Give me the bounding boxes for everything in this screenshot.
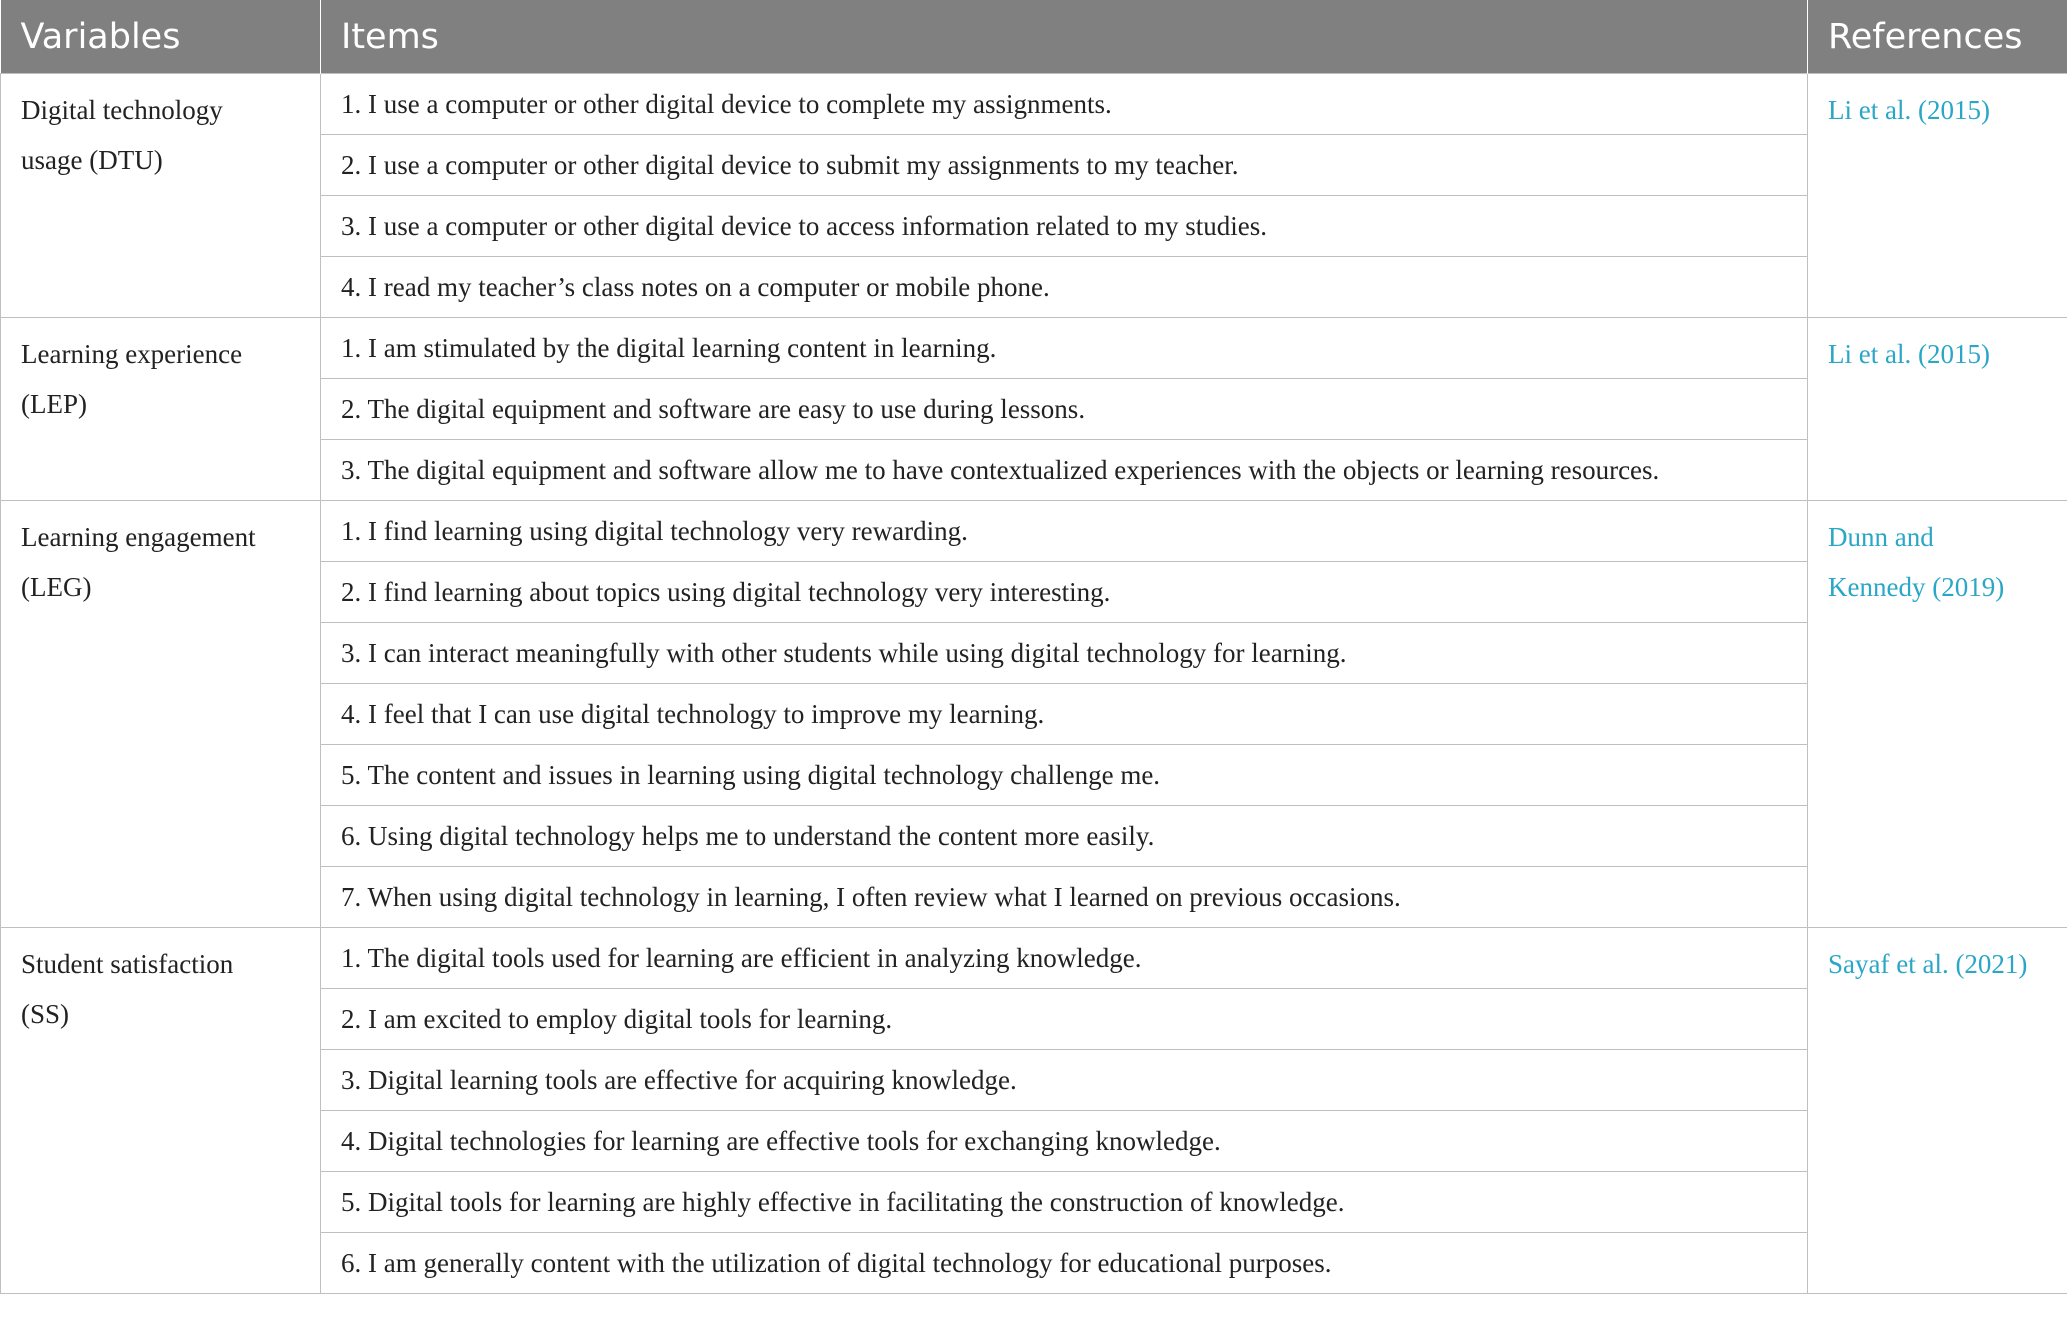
item-cell: 2. I use a computer or other digital device to submit my assignments to my teacher.: [321, 135, 1808, 196]
variable-cell: [1, 74, 321, 318]
table-row: [1, 928, 2067, 989]
reference-line1: Li et al. (2015): [1828, 339, 1990, 369]
variable-cell: [1, 501, 321, 928]
header-row: [1, 0, 2067, 74]
item-cell: 1. The digital tools used for learning are efficient in analyzing knowledge.: [321, 928, 1808, 989]
item-cell: 4. I feel that I can use digital technology to improve my learning.: [321, 684, 1808, 745]
variable-name-line2: (LEG): [21, 572, 92, 602]
item-cell: 2. The digital equipment and software are easy to use during lessons.: [321, 379, 1808, 440]
item-cell: 1. I find learning using digital technology very rewarding.: [321, 501, 1808, 562]
variable-cell: [1, 928, 321, 1294]
variable-name-line2: (SS): [21, 999, 70, 1029]
reference-line1: Sayaf et al. (2021): [1828, 949, 2028, 979]
item-cell: 6. I am generally content with the utilization of digital technology for educational purposes.: [321, 1233, 1808, 1294]
table-row: [1, 501, 2067, 562]
item-cell: 1. I am stimulated by the digital learning content in learning.: [321, 318, 1808, 379]
header-references: References: [1808, 0, 2067, 74]
header-items: Items: [321, 0, 1808, 74]
item-cell: 6. Using digital technology helps me to understand the content more easily.: [321, 806, 1808, 867]
variable-name-line1: Learning engagement: [21, 522, 256, 552]
item-cell: 4. Digital technologies for learning are effective tools for exchanging knowledge.: [321, 1111, 1808, 1172]
item-cell: 2. I am excited to employ digital tools for learning.: [321, 989, 1808, 1050]
item-cell: 5. The content and issues in learning using digital technology challenge me.: [321, 745, 1808, 806]
variable-name-line1: Student satisfaction: [21, 949, 234, 979]
item-cell: 3. The digital equipment and software allow me to have contextualized experiences with the objects or learning resources.: [321, 440, 1808, 501]
variable-name-line1: Digital technology: [21, 95, 223, 125]
reference-line1: Dunn and: [1828, 522, 1934, 552]
reference-cell: [1808, 318, 2067, 501]
header-variables: Variables: [1, 0, 321, 74]
variable-name-line1: Learning experience: [21, 339, 243, 369]
item-cell: 2. I find learning about topics using digital technology very interesting.: [321, 562, 1808, 623]
table-header: [1, 0, 2067, 74]
table-row: [1, 318, 2067, 379]
table-body: [1, 74, 2067, 1294]
item-cell: 3. Digital learning tools are effective for acquiring knowledge.: [321, 1050, 1808, 1111]
reference-line2: Kennedy (2019): [1828, 572, 2005, 602]
variable-name-line2: (LEP): [21, 389, 87, 419]
item-cell: 4. I read my teacher’s class notes on a computer or mobile phone.: [321, 257, 1808, 318]
variable-name-line2: usage (DTU): [21, 145, 163, 175]
item-cell: 3. I use a computer or other digital device to access information related to my studies.: [321, 196, 1808, 257]
reference-cell: [1808, 928, 2067, 1294]
reference-cell: [1808, 74, 2067, 318]
table-row: [1, 74, 2067, 135]
variable-cell: [1, 318, 321, 501]
item-cell: 3. I can interact meaningfully with other students while using digital technology for learning.: [321, 623, 1808, 684]
reference-cell: [1808, 501, 2067, 928]
item-cell: 5. Digital tools for learning are highly effective in facilitating the construction of knowledge.: [321, 1172, 1808, 1233]
item-cell: 1. I use a computer or other digital device to complete my assignments.: [321, 74, 1808, 135]
item-cell: 7. When using digital technology in learning, I often review what I learned on previous occasions.: [321, 867, 1808, 928]
reference-line1: Li et al. (2015): [1828, 95, 1990, 125]
